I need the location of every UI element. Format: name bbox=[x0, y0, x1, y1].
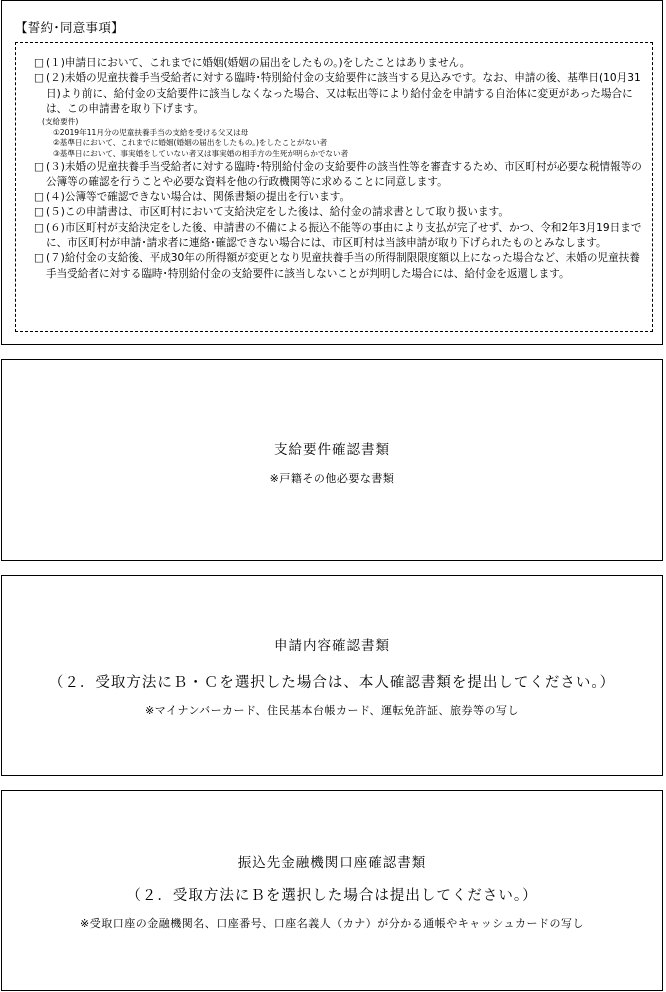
eligibility-note: ※戸籍その他必要な書類 bbox=[269, 472, 395, 485]
pledge-item-5 bbox=[34, 205, 646, 220]
checkbox-3[interactable]: □ bbox=[34, 160, 45, 173]
requirement-line-3: ③基準日において、事実婚をしていない者又は事実婚の相手方の生死が明らかでない者 bbox=[53, 148, 349, 158]
application-note: ※マイナンバーカード、住民基本台帳カード、運転免許証、旅券等の写し bbox=[145, 704, 519, 717]
pledge-item-text: (１)申請日において、これまでに婚姻(婚姻の届出をしたもの。)をしたことはありません。 bbox=[46, 57, 471, 69]
pledge-item-6 bbox=[34, 221, 646, 252]
requirement-line-1: ①2019年11月分の児童扶養手当の支給を受ける父又は母 bbox=[53, 127, 249, 137]
checkbox-5[interactable]: □ bbox=[34, 206, 45, 219]
pledge-item-text: (５)この申請書は、市区町村において支給決定をした後は、給付金の請求書として取り扱います。 bbox=[46, 206, 509, 219]
checkbox-7[interactable]: □ bbox=[34, 252, 45, 265]
eligibility-documents-section bbox=[1, 359, 663, 561]
eligibility-title: 支給要件確認書類 bbox=[274, 442, 390, 458]
requirements-heading: (支給要件) bbox=[42, 117, 79, 127]
checkbox-1[interactable]: □ bbox=[34, 57, 45, 69]
pledge-item-text: (７)給付金の支給後、平成30年の所得額が変更となり児童扶養手当の所得制限限度額以上になった場合など、未婚の児童扶養手当受給者に対する臨時･特別給付金の支給要件に該当しないことが判明した場合には、給付金を返還します。 bbox=[46, 252, 640, 280]
checkbox-6[interactable]: □ bbox=[34, 221, 45, 234]
pledge-item-text: (３)未婚の児童扶養手当受給者に対する臨時･特別給付金の支給要件の該当性等を審査するため、市区町村が必要な税情報等の公簿等の確認を行うことや必要な資料を他の行政機関等に求めることに同意します。 bbox=[46, 160, 642, 188]
bank-account-documents-section bbox=[1, 790, 663, 991]
bank-note: ※受取口座の金融機関名、口座番号、口座名義人（カナ）が分かる通帳やキャッシュカードの写し bbox=[80, 917, 584, 930]
pledge-item-3 bbox=[34, 160, 646, 191]
pledge-item-text: (６)市区町村が支給決定をした後、申請書の不備による振込不能等の事由により支払が完了せず、かつ、令和2年3月19日までに、市区町村が申請･請求者に連絡･確認できない場合には、市区町村は当該申請が取り下げられたものとみなします。 bbox=[46, 221, 642, 250]
bank-title: 振込先金融機関口座確認書類 bbox=[237, 855, 427, 871]
pledge-dashed-box bbox=[15, 42, 653, 332]
checkbox-2[interactable]: □ bbox=[34, 72, 45, 85]
pledge-item-7 bbox=[34, 251, 646, 282]
pledge-item-text: (４)公簿等で確認できない場合は、関係書類の提出を行います。 bbox=[46, 191, 351, 204]
pledge-item-4 bbox=[34, 190, 646, 205]
pledge-item-1 bbox=[34, 56, 646, 71]
pledge-title: 【誓約･同意事項】 bbox=[15, 20, 124, 35]
application-subtitle: （２．受取方法にＢ・Ｃを選択した場合は、本人確認書類を提出してください。） bbox=[48, 675, 616, 691]
requirement-line-2: ②基準日において、これまでに婚姻(婚姻の届出をしたもの。)をしたことがない者 bbox=[53, 138, 328, 148]
pledge-item-text: (２)未婚の児童扶養手当受給者に対する臨時･特別給付金の支給要件に該当する見込みです。なお、申請の後、基準日(10月31日)より前に、給付金の支給要件に該当しなくなった場合、又は転出等により給付金を申請する自治体に変更があった場合には、この申請書を取り下げます。 bbox=[46, 72, 641, 115]
pledge-items bbox=[34, 56, 646, 282]
checkbox-4[interactable]: □ bbox=[34, 191, 45, 204]
application-title: 申請内容確認書類 bbox=[274, 638, 390, 654]
bank-subtitle: （２．受取方法にＢを選択した場合は提出してください。） bbox=[126, 888, 538, 904]
pledge-section bbox=[1, 0, 663, 345]
pledge-item-2 bbox=[34, 71, 646, 117]
application-documents-section bbox=[1, 575, 663, 776]
